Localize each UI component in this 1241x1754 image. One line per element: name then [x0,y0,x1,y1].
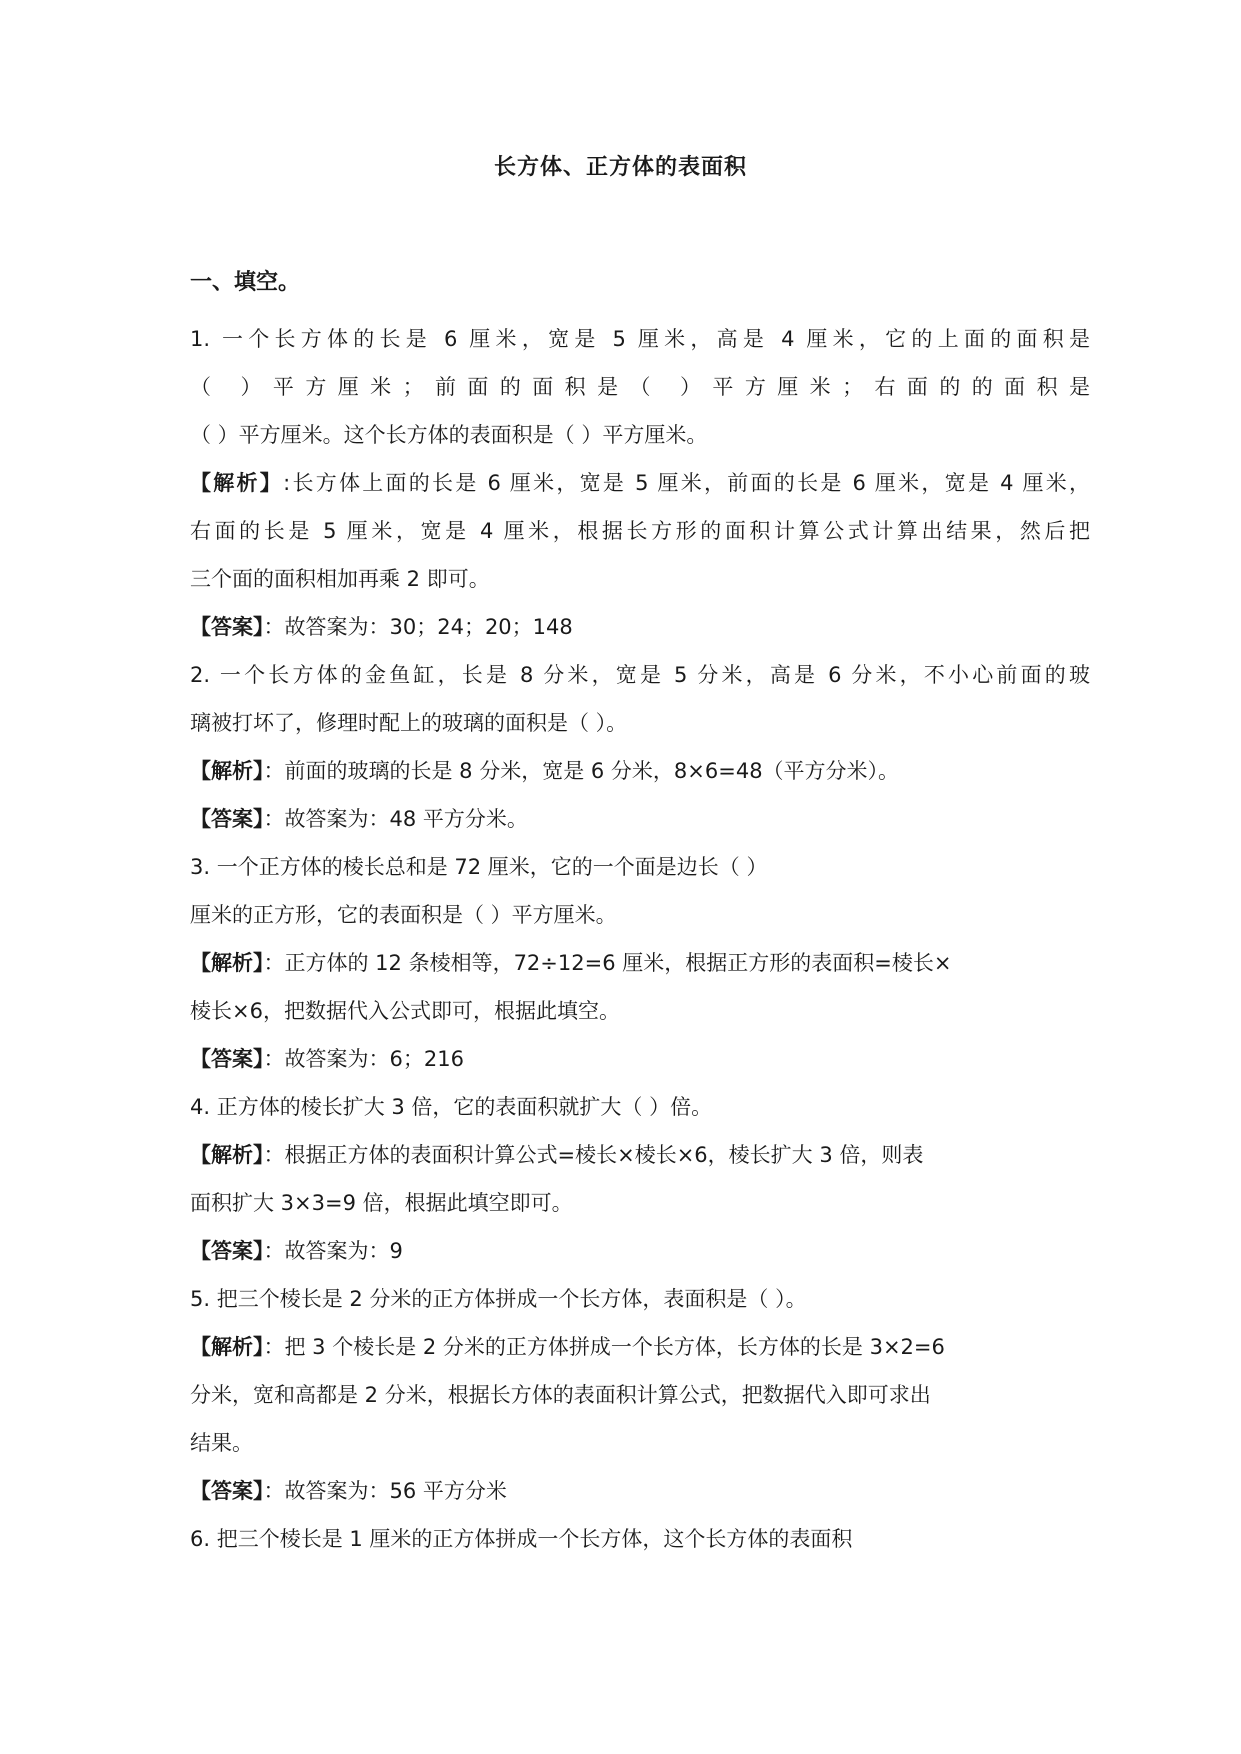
text-line [190,411,1090,459]
text-line [190,747,1090,795]
line-label: 【解析】 [190,471,284,495]
line-text: 2. 一个长方体的金鱼缸，长是 8 分米，宽是 5 分米，高是 6 分米，不小心前面的玻 [190,663,1090,687]
text-line [190,651,1090,699]
text-line [190,891,1090,939]
text-line [190,459,1090,507]
text-line [190,939,1090,987]
line-text: 右面的长是 5 厘米，宽是 4 厘米，根据长方形的面积计算公式计算出结果，然后把 [190,519,1090,543]
line-text: ：故答案为：6；216 [263,1047,464,1071]
line-text: （ ）平方厘米；前面的面积是（ ）平方厘米；右面的的面积是 [190,375,1090,399]
text-line [190,555,1090,603]
line-label: 【解析】 [190,951,264,975]
line-label: 【答案】 [190,1239,264,1263]
line-text: ：根据正方体的表面积计算公式=棱长×棱长×6，棱长扩大 3 倍，则表 [263,1143,924,1167]
line-text: 4. 正方体的棱长扩大 3 倍，它的表面积就扩大（ ）倍。 [190,1095,713,1119]
line-text: 三个面的面积相加再乘 2 即可。 [190,567,490,591]
text-line [190,1467,1090,1515]
line-text: 厘米的正方形，它的表面积是（ ）平方厘米。 [190,903,617,927]
line-text: ：故答案为：30；24；20；148 [263,615,573,639]
text-line [190,1515,1090,1563]
line-text: （ ）平方厘米。这个长方体的表面积是（ ）平方厘米。 [190,423,708,447]
text-line [190,1419,1090,1467]
page-title: 长方体、正方体的表面积 [493,155,747,180]
line-label: 【答案】 [190,807,264,831]
text-line [190,1179,1090,1227]
line-label: 【解析】 [190,1335,264,1359]
text-line [190,507,1090,555]
text-line [190,843,1090,891]
text-line [190,603,1090,651]
text-line [190,1323,1090,1371]
text-line [190,795,1090,843]
line-text: ：把 3 个棱长是 2 分米的正方体拼成一个长方体，长方体的长是 3×2=6 [263,1335,945,1359]
line-text: :长方体上面的长是 6 厘米，宽是 5 厘米，前面的长是 6 厘米，宽是 4 厘米， [283,471,1090,495]
text-line [190,1083,1090,1131]
line-text: 6. 把三个棱长是 1 厘米的正方体拼成一个长方体，这个长方体的表面积 [190,1527,853,1551]
line-text: 分米，宽和高都是 2 分米，根据长方体的表面积计算公式，把数据代入即可求出 [190,1383,931,1407]
line-text: 棱长×6，把数据代入公式即可，根据此填空。 [190,999,620,1023]
text-line [190,1227,1090,1275]
text-line [190,1131,1090,1179]
line-text: ：故答案为：56 平方分米 [263,1479,507,1503]
line-text: 璃被打坏了，修理时配上的玻璃的面积是（ ）。 [190,711,628,735]
text-line [190,1035,1090,1083]
line-text: 面积扩大 3×3=9 倍，根据此填空即可。 [190,1191,573,1215]
text-line [190,315,1090,363]
line-label: 【解析】 [190,759,264,783]
line-text: ：前面的玻璃的长是 8 分米，宽是 6 分米，8×6=48（平方分米）。 [263,759,900,783]
line-text: ：故答案为：48 平方分米。 [263,807,528,831]
text-line [190,987,1090,1035]
line-text: 3. 一个正方体的棱长总和是 72 厘米，它的一个面是边长（ ） [190,855,768,879]
line-label: 【答案】 [190,1479,264,1503]
line-label: 【答案】 [190,1047,264,1071]
line-label: 【解析】 [190,1143,264,1167]
line-label: 【答案】 [190,615,264,639]
text-line [190,699,1090,747]
text-line [190,1371,1090,1419]
section-title: 一、填空。 [190,270,301,295]
text-line [190,1275,1090,1323]
question-list [190,315,1090,1563]
text-line [190,363,1090,411]
line-text: ：故答案为：9 [263,1239,403,1263]
line-text: 结果。 [190,1431,253,1455]
line-text: 1. 一个长方体的长是 6 厘米，宽是 5 厘米，高是 4 厘米，它的上面的面积是 [190,327,1090,351]
line-text: 5. 把三个棱长是 2 分米的正方体拼成一个长方体，表面积是（ ）。 [190,1287,807,1311]
line-text: ：正方体的 12 条棱相等，72÷12=6 厘米，根据正方形的表面积=棱长× [263,951,952,975]
